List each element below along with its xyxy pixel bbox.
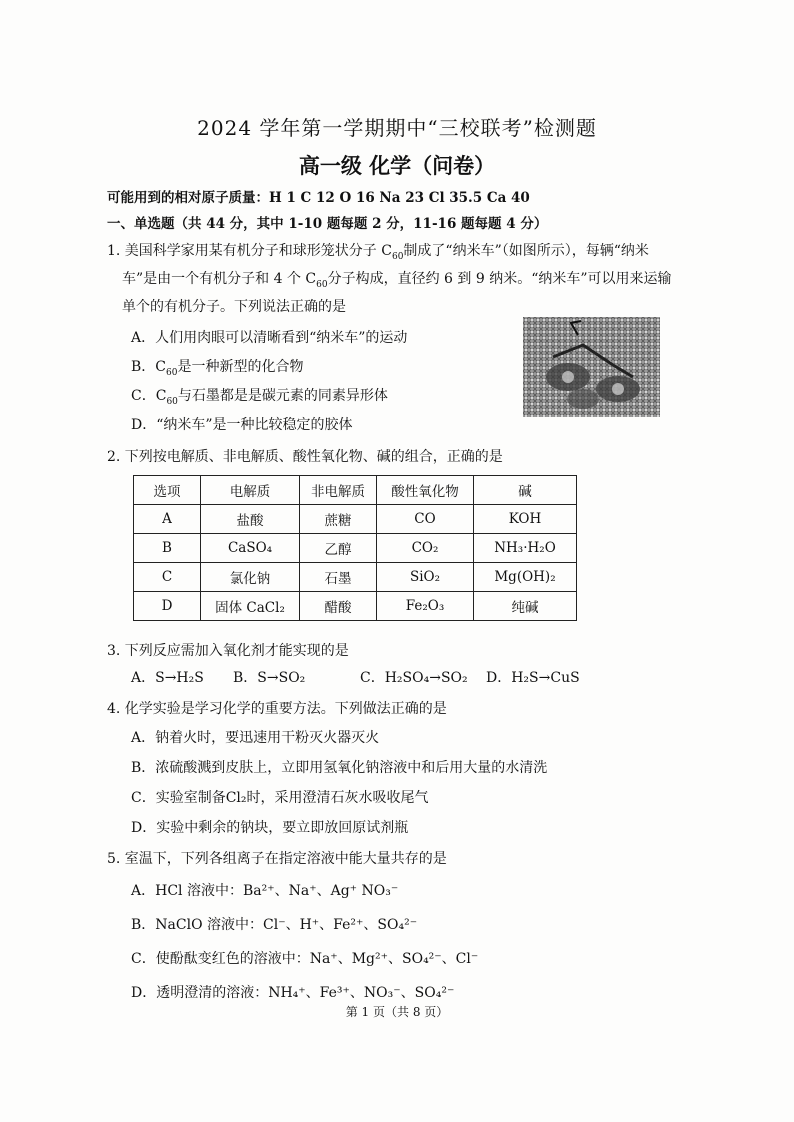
- table-cell: B: [134, 534, 201, 563]
- table-cell: 盐酸: [201, 505, 300, 534]
- table-cell: CO₂: [377, 534, 474, 563]
- table-cell: 纯碱: [474, 592, 577, 621]
- table-row: [134, 563, 577, 592]
- table-cell: SiO₂: [377, 563, 474, 592]
- q1-option-c: C．$C_{60}$与石墨都是是碳元素的同素异形体: [131, 388, 388, 407]
- q1-stem-line1: 1. 美国科学家用某有机分子和球形笼状分子 $C_{60}$制成了“纳米车”（如图所示），每辆“纳米: [107, 243, 649, 262]
- q3-option-a: A．S→H₂S: [131, 670, 204, 686]
- q5-option-b: B．NaClO 溶液中：Cl⁻、H⁺、Fe²⁺、SO₄²⁻: [131, 917, 418, 933]
- table-header-cell: 非电解质: [300, 476, 377, 505]
- table-cell: KOH: [474, 505, 577, 534]
- section-heading: 一、单选题（共 44 分，其中 1-10 题每题 2 分，11-16 题每题 4 分）: [107, 216, 548, 232]
- q4-option-d: D．实验中剩余的钠块，要立即放回原试剂瓶: [131, 820, 409, 836]
- q4-option-a: A．钠着火时，要迅速用干粉灭火器灭火: [131, 730, 380, 746]
- q1-stem-line3: 单个的有机分子。下列说法正确的是: [122, 299, 346, 315]
- table-cell: NH₃·H₂O: [474, 534, 577, 563]
- q5-stem: 5. 室温下，下列各组离子在指定溶液中能大量共存的是: [107, 851, 447, 867]
- table-row: [134, 592, 577, 621]
- table-cell: A: [134, 505, 201, 534]
- q4-stem: 4. 化学实验是学习化学的重要方法。下列做法正确的是: [107, 701, 447, 717]
- table-row: [134, 534, 577, 563]
- q1-option-a: A．人们用肉眼可以清晰看到“纳米车”的运动: [131, 330, 408, 346]
- table-cell: Mg(OH)₂: [474, 563, 577, 592]
- q1-stem-line2: 车”是由一个有机分子和 4 个 $C_{60}$分子构成，直径约 6 到 9 纳米。“纳米车”可以用来运输: [122, 271, 672, 290]
- table-cell: CO: [377, 505, 474, 534]
- q2-stem: 2. 下列按电解质、非电解质、酸性氧化物、碱的组合，正确的是: [107, 449, 503, 465]
- q5-option-d: D．透明澄清的溶液：NH₄⁺、Fe³⁺、NO₃⁻、SO₄²⁻: [131, 985, 455, 1001]
- q3-stem: 3. 下列反应需加入氧化剂才能实现的是: [107, 643, 349, 659]
- table-cell: 乙醇: [300, 534, 377, 563]
- table-cell: CaSO₄: [201, 534, 300, 563]
- q4-option-b: B．浓硫酸溅到皮肤上，立即用氢氧化钠溶液中和后用大量的水清洗: [131, 760, 548, 776]
- table-header-cell: 碱: [474, 476, 577, 505]
- nanocar-image: [523, 317, 660, 417]
- table-row: [134, 505, 577, 534]
- page-footer: 第 1 页（共 8 页）: [345, 1005, 449, 1019]
- table-header-cell: 酸性氧化物: [377, 476, 474, 505]
- table-header-cell: 电解质: [201, 476, 300, 505]
- table-header-row: [134, 476, 577, 505]
- table-cell: C: [134, 563, 201, 592]
- q3-option-d: D．H₂S→CuS: [486, 670, 580, 686]
- table-cell: D: [134, 592, 201, 621]
- q1-option-b: B．$C_{60}$是一种新型的化合物: [131, 359, 304, 378]
- table-cell: 石墨: [300, 563, 377, 592]
- exam-subtitle: 高一级 化学（问卷）: [298, 153, 496, 178]
- q3-option-c: C．H₂SO₄→SO₂: [360, 670, 468, 686]
- table-cell: 氯化钠: [201, 563, 300, 592]
- q3-option-b: B．S→SO₂: [233, 670, 306, 686]
- q1-option-d: D．“纳米车”是一种比较稳定的胶体: [131, 417, 353, 433]
- q2-table: [133, 475, 577, 621]
- table-cell: 蔗糖: [300, 505, 377, 534]
- table-header-cell: 选项: [134, 476, 201, 505]
- table-cell: 固体 CaCl₂: [201, 592, 300, 621]
- q5-option-c: C．使酚酞变红色的溶液中：Na⁺、Mg²⁺、SO₄²⁻、Cl⁻: [131, 951, 479, 967]
- atomic-masses: 可能用到的相对原子质量：H 1 C 12 O 16 Na 23 Cl 35.5 Ca 40: [107, 190, 530, 206]
- table-cell: 醋酸: [300, 592, 377, 621]
- exam-title: 2024 学年第一学期期中“三校联考”检测题: [197, 116, 597, 140]
- q4-option-c: C．实验室制备Cl₂时，采用澄清石灰水吸收尾气: [131, 790, 429, 806]
- q5-option-a: A．HCl 溶液中：Ba²⁺、Na⁺、Ag⁺ NO₃⁻: [131, 883, 399, 899]
- table-cell: Fe₂O₃: [377, 592, 474, 621]
